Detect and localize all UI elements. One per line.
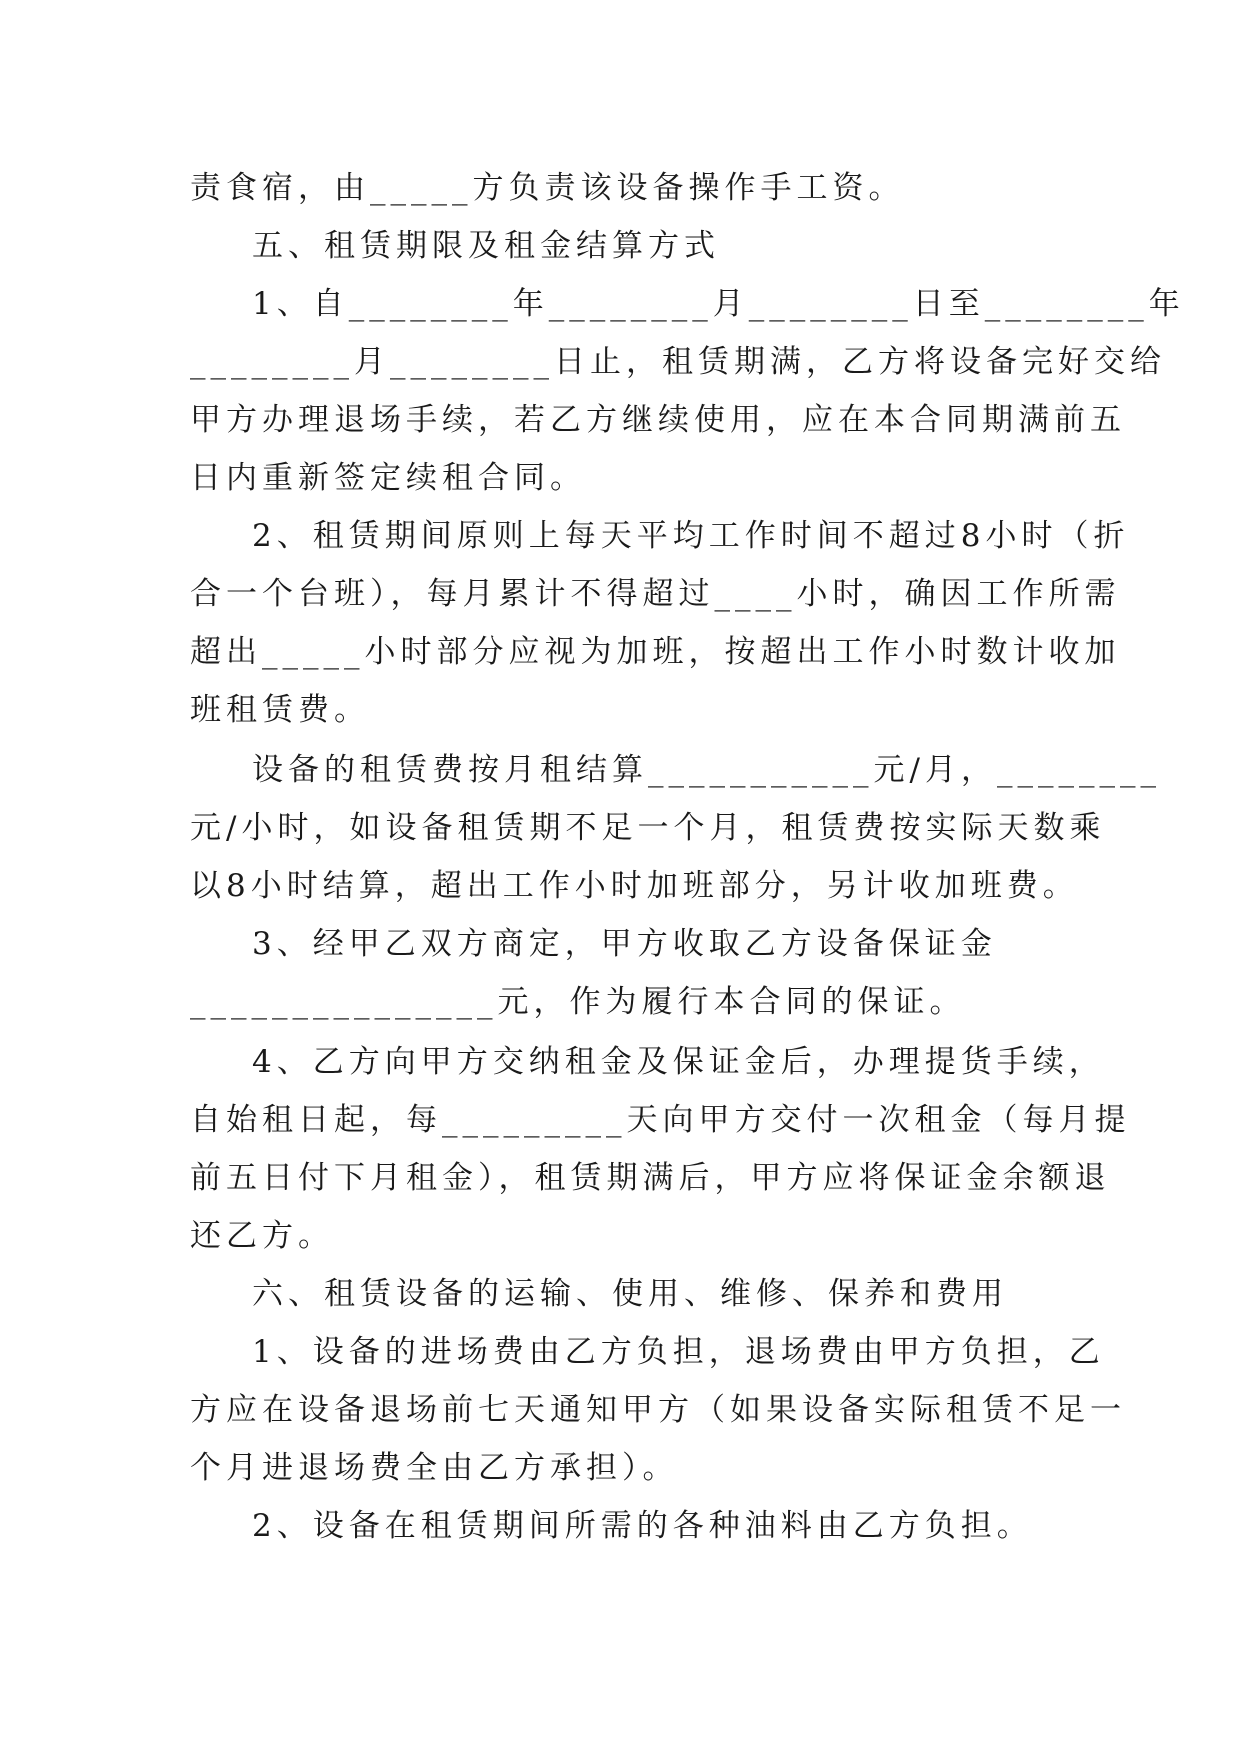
text-line: 1、设备的进场费由乙方负担，退场费由甲方负担，乙 — [252, 1334, 1105, 1370]
text-line: 日内重新签定续租合同。 — [190, 460, 586, 496]
section-heading: 六、租赁设备的运输、使用、维修、保养和费用 — [252, 1276, 1008, 1312]
text-line: 3、经甲乙双方商定，甲方收取乙方设备保证金 — [252, 926, 997, 962]
text-line: 设备的租赁费按月租结算___________元/月，________ — [252, 752, 1161, 788]
text-line: 责食宿，由_____方负责该设备操作手工资。 — [190, 170, 905, 206]
text-line: 2、设备在租赁期间所需的各种油料由乙方负担。 — [252, 1508, 1033, 1544]
text-line: 个月进退场费全由乙方承担）。 — [190, 1450, 679, 1486]
text-line: 4、乙方向甲方交纳租金及保证金后，办理提货手续， — [252, 1044, 1105, 1080]
text-line: 甲方办理退场手续，若乙方继续使用，应在本合同期满前五 — [190, 402, 1126, 438]
text-line: 自始租日起，每_________天向甲方交付一次租金（每月提 — [190, 1102, 1131, 1138]
text-line: 还乙方。 — [190, 1218, 334, 1254]
text-line: 班租赁费。 — [190, 692, 370, 728]
text-line: 以8小时结算，超出工作小时加班部分，另计收加班费。 — [190, 868, 1079, 904]
text-line: 超出_____小时部分应视为加班，按超出工作小时数计收加 — [190, 634, 1121, 670]
text-line: 1、自________年________月________日至________年 — [252, 286, 1185, 322]
text-line: _______________元，作为履行本合同的保证。 — [190, 984, 966, 1020]
text-line: 元/小时，如设备租赁期不足一个月，租赁费按实际天数乘 — [190, 810, 1106, 846]
section-heading: 五、租赁期限及租金结算方式 — [252, 228, 720, 264]
text-line: ________月________日止，租赁期满，乙方将设备完好交给 — [190, 344, 1166, 380]
text-line: 2、租赁期间原则上每天平均工作时间不超过8小时（折 — [252, 518, 1130, 554]
text-line: 前五日付下月租金），租赁期满后，甲方应将保证金余额退 — [190, 1160, 1111, 1196]
text-line: 合一个台班），每月累计不得超过____小时，确因工作所需 — [190, 576, 1121, 612]
text-line: 方应在设备退场前七天通知甲方（如果设备实际租赁不足一 — [190, 1392, 1126, 1428]
